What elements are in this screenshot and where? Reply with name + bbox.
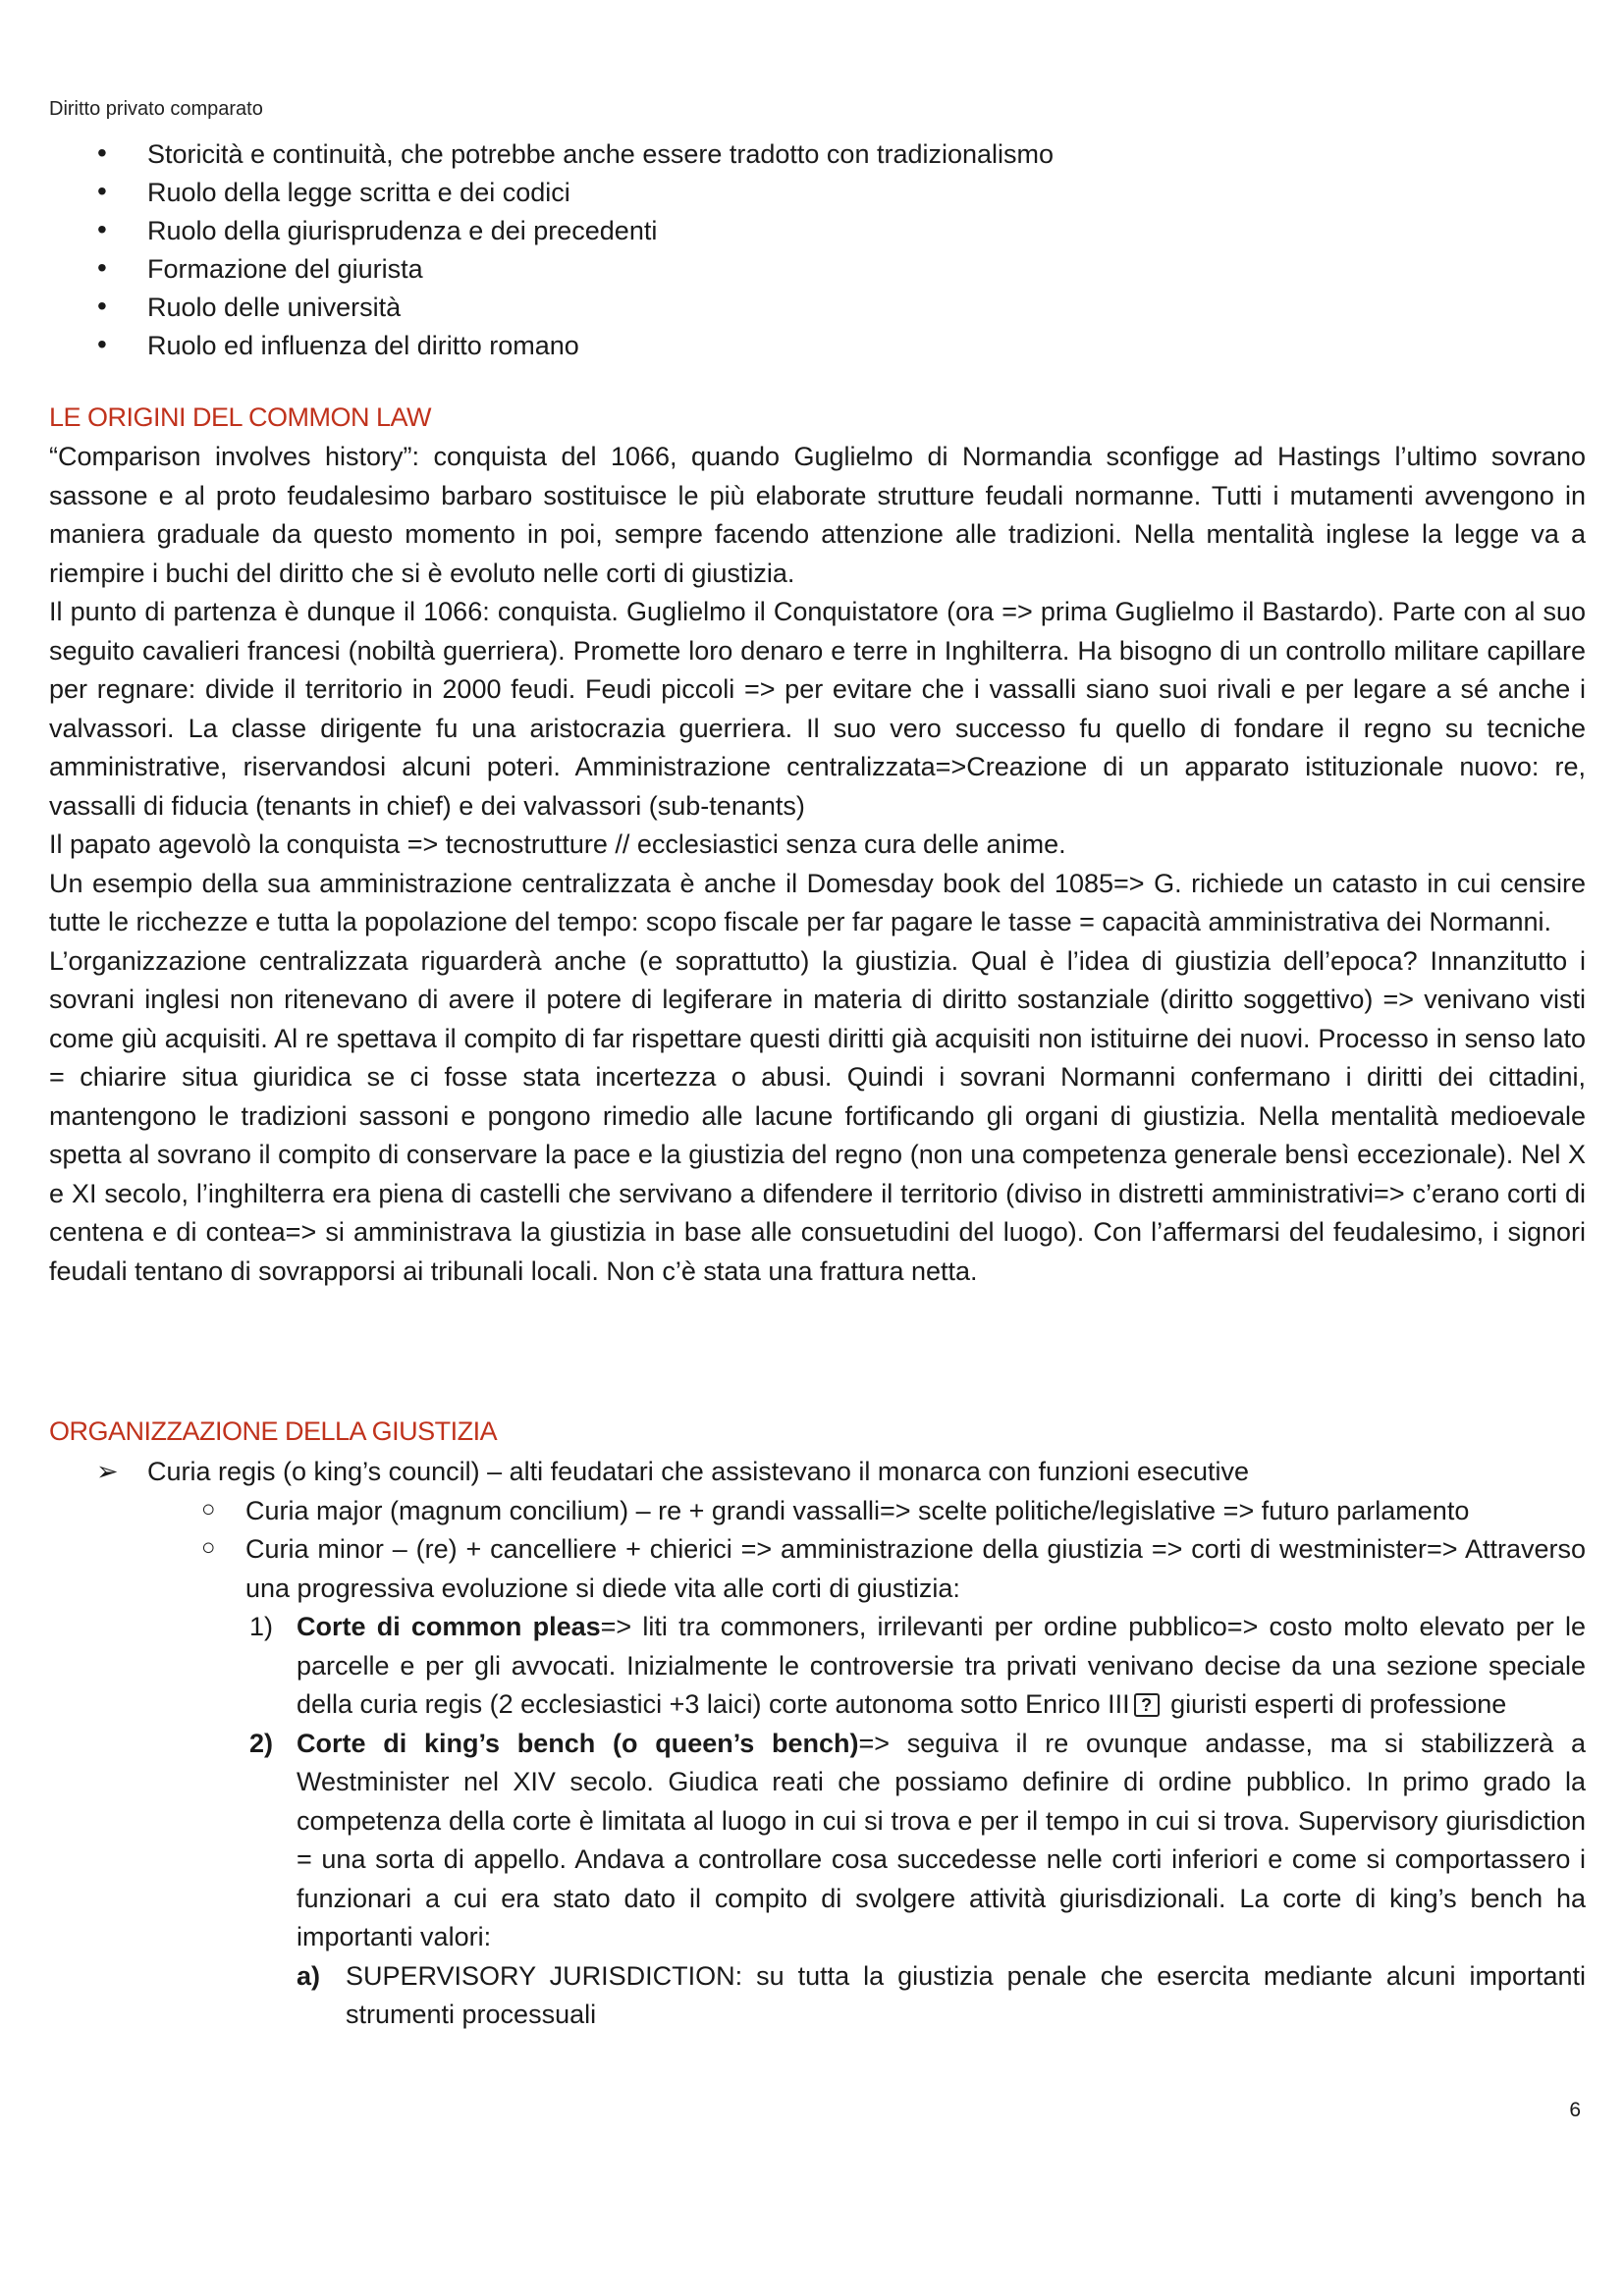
arrow-bullet-icon: ➢ <box>96 1457 119 1486</box>
outline-item-common-pleas <box>49 1608 1586 1725</box>
common-pleas-text: => liti tra commoners, irrilevanti per ordine pubblico=> costo molto elevato per le parcelle e per gli avvocati. Inizialmente le controversie tra privati venivano decise da una sezione speciale della curia regis (2 ecclesiastici +3 laici) corte autonoma sotto Enrico III <box>297 1612 1586 1719</box>
section-heading-origins: LE ORIGINI DEL COMMON LAW <box>49 402 432 432</box>
list-item: • Storicità e continuità, che potrebbe anche essere tradotto con tradizionalismo <box>93 135 1566 174</box>
supervisory-text: SUPERVISORY JURISDICTION: su tutta la giustizia penale che esercita mediante alcuni importanti strumenti processuali <box>346 1960 1586 2029</box>
circle-bullet-icon: ○ <box>201 1495 216 1522</box>
kings-bench-title: Corte di king’s bench (o queen’s bench) <box>297 1728 859 1758</box>
outline-item-curia-minor <box>49 1530 1586 1608</box>
outline-item-kings-bench <box>49 1725 1586 1957</box>
paragraph: “Comparison involves history”: conquista del 1066, quando Guglielmo di Normandia sconfigge ad Hastings l’ultimo sovrano sassone e al proto feudalesimo barbaro sostituisce le più elaborate strutture feudali normanne. Tutti i mutamenti avvengono in maniera graduale da questo momento in poi, sempre facendo attenzione alle tradizioni. Nella mentalità inglese la legge va a riempire i buchi del diritto che si è evoluto nelle corti di giustizia. <box>49 442 1586 588</box>
outline-item-curia-major <box>49 1492 1586 1531</box>
list-number: 1) <box>249 1612 274 1641</box>
curia-major-text: Curia major (magnum concilium) – re + grandi vassalli=> scelte politiche/legislative => futuro parlamento <box>245 1495 1470 1525</box>
list-item: • Ruolo della legge scritta e dei codici <box>93 174 1566 212</box>
missing-glyph-icon: ? <box>1134 1693 1160 1717</box>
justice-outline <box>49 1453 1586 2035</box>
common-pleas-text-end: giuristi esperti di professione <box>1163 1689 1507 1719</box>
section-heading-justice: ORGANIZZAZIONE DELLA GIUSTIZIA <box>49 1416 498 1446</box>
running-header: Diritto privato comparato <box>49 98 263 120</box>
list-item: • Ruolo ed influenza del diritto romano <box>93 327 1566 365</box>
list-item: • Ruolo delle università <box>93 289 1566 327</box>
kings-bench-text: => seguiva il re ovunque andasse, ma si stabilizzerà a Westminister nel XIV secolo. Giudica reati che possiamo definire di ordine pubblico. In primo grado la competenza della corte è limitata al luogo in cui si trova e per il tempo in cui si trova. Supervisory giurisdiction = una sorta di appello. Andava a controllare cosa succedesse nelle corti inferiori e come si comportassero i funzionari a cui era stato dato il compito di svolgere attività giurisdizionali. La corte di king’s bench ha importanti valori: <box>297 1728 1586 1951</box>
paragraph: L’organizzazione centralizzata riguarderà anche (e soprattutto) la giustizia. Qual è l’idea di giustizia dell’epoca? Innanzitutto i sovrani inglesi non ritenevano di avere il potere di legiferare in materia di diritto sostanziale (diritto soggettivo) => venivano visti come giù acquisiti. Al re spettava il compito di far rispettare questi diritti già acquisiti non istituirne dei nuovi. Processo in senso lato = chiarire situa giuridica se ci fosse stata incertezza o abusi. Quindi i sovrani Normanni confermano i diritti dei cittadini, mantengono le tradizioni sassoni e pongono rimedio alle lacune fortificando gli organi di giustizia. Nella mentalità medioevale spetta al sovrano il compito di conservare la pace e la giustizia del regno (non una competenza generale bensì eccezionale). Nel X e XI secolo, l’inghilterra era piena di castelli che servivano a difendere il territorio (diviso in distretti amministrativi=> c’erano corti di centena e di contea=> si amministrava la giustizia in base alle consuetudini del luogo). Con l’affermarsi del feudalesimo, i signori feudali tentano di sovrapporsi ai tribunali locali. Non c’è stata una frattura netta. <box>49 945 1586 1286</box>
list-number: 2) <box>249 1728 274 1758</box>
paragraph: Il punto di partenza è dunque il 1066: conquista. Guglielmo il Conquistatore (ora => prima Guglielmo il Bastardo). Parte con al suo seguito cavalieri francesi (nobiltà guerriera). Promette loro denaro e terre in Inghilterra. Ha bisogno di un controllo militare capillare per regnare: divide il territorio in 2000 feudi. Feudi piccoli => per evitare che i vassalli siano suoi rivali e per legare a sé anche i valvassori. La classe dirigente fu una aristocrazia guerriera. Il suo vero successo fu quello di fondare il regno su tecniche amministrative, riservandosi alcuni poteri. Amministrazione centralizzata=>Creazione di un apparato istituzionale nuovo: re, vassalli di fiducia (tenants in chief) e dei valvassori (sub-tenants) <box>49 597 1586 821</box>
paragraph: Il papato agevolò la conquista => tecnostrutture // ecclesiastici senza cura delle anime. <box>49 829 1066 859</box>
outline-item-supervisory <box>49 1957 1586 2035</box>
circle-bullet-icon: ○ <box>201 1534 216 1561</box>
intro-bullet-list <box>93 135 1566 365</box>
common-pleas-title: Corte di common pleas <box>297 1612 601 1641</box>
paragraph: Un esempio della sua amministrazione centralizzata è anche il Domesday book del 1085=> G. richiede un catasto in cui censire tutte le ricchezze e tutta la popolazione del tempo: scopo fiscale per far pagare le tasse = capacità amministrativa dei Normanni. <box>49 868 1586 936</box>
section-origins-body <box>49 438 1586 1291</box>
list-letter: a) <box>297 1960 321 1991</box>
list-item: • Ruolo della giurisprudenza e dei precedenti <box>93 212 1566 250</box>
list-item: • Formazione del giurista <box>93 250 1566 289</box>
page-number: 6 <box>1569 2099 1581 2121</box>
curia-regis-text: Curia regis (o king’s council) – alti feudatari che assistevano il monarca con funzioni esecutive <box>147 1457 1250 1486</box>
curia-minor-text: Curia minor – (re) + cancelliere + chierici => amministrazione della giustizia => corti di westminister=> Attraverso una progressiva evoluzione si diede vita alle corti di giustizia: <box>245 1534 1586 1603</box>
outline-item-curia-regis <box>49 1453 1586 1492</box>
